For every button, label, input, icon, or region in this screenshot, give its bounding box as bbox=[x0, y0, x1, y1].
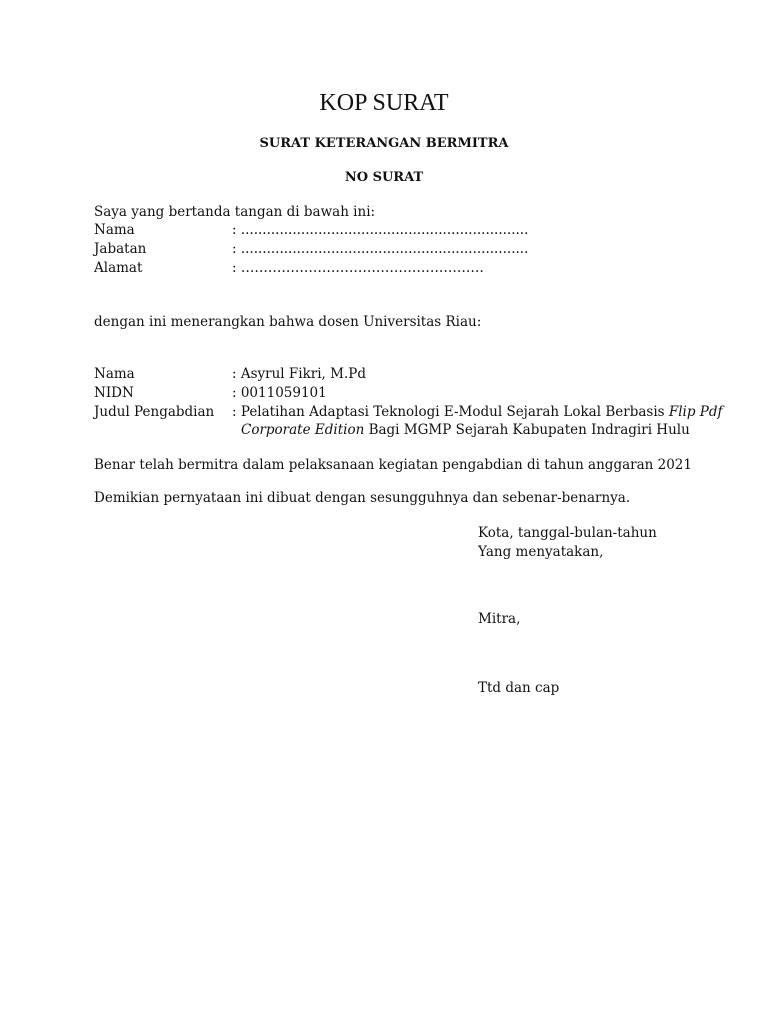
signer-address-value: : ……………………………………………… bbox=[232, 260, 484, 276]
letter-title: SURAT KETERANGAN BERMITRA bbox=[259, 136, 509, 151]
service-title-text2: Bagi MGMP Sejarah Kabupaten Indragiri Hulu bbox=[364, 422, 690, 438]
signer-position-value: : ................................................................... bbox=[232, 241, 529, 257]
partner-label: Mitra, bbox=[478, 611, 521, 627]
declarer-text: Yang menyatakan, bbox=[478, 544, 604, 560]
letter-number: NO SURAT bbox=[344, 170, 424, 185]
lecturer-name-label: Nama bbox=[94, 366, 135, 382]
signature-stamp-label: Ttd dan cap bbox=[478, 680, 560, 696]
signer-position-label: Jabatan bbox=[94, 241, 147, 257]
letterhead: KOP SURAT bbox=[319, 90, 449, 116]
service-title-label: Judul Pengabdian bbox=[94, 404, 215, 420]
lecturer-nidn-label: NIDN bbox=[94, 385, 134, 401]
closing-paragraph: Demikian pernyataan ini dibuat dengan sesungguhnya dan sebenar-benarnya. bbox=[94, 490, 631, 506]
service-title-text1: : Pelatihan Adaptasi Teknologi E-Modul Sejarah Lokal Berbasis bbox=[232, 404, 669, 420]
partner-paragraph: Benar telah bermitra dalam pelaksanaan kegiatan pengabdian di tahun anggaran 2021 bbox=[94, 457, 692, 473]
signer-name-label: Nama bbox=[94, 222, 135, 238]
service-title-italic2: Corporate Edition bbox=[241, 422, 365, 438]
signer-address-label: Alamat bbox=[94, 260, 143, 276]
service-title-italic1: Flip Pdf bbox=[668, 404, 723, 420]
service-title-line2 bbox=[241, 421, 690, 440]
service-title-line1 bbox=[232, 403, 723, 422]
signer-name-value: : ................................................................... bbox=[232, 222, 529, 238]
statement-text: dengan ini menerangkan bahwa dosen Universitas Riau: bbox=[94, 314, 482, 330]
lecturer-nidn-value: : 0011059101 bbox=[232, 385, 327, 401]
place-date: Kota, tanggal-bulan-tahun bbox=[478, 525, 657, 541]
lecturer-name-value: : Asyrul Fikri, M.Pd bbox=[232, 366, 366, 382]
signer-intro: Saya yang bertanda tangan di bawah ini: bbox=[94, 204, 376, 220]
